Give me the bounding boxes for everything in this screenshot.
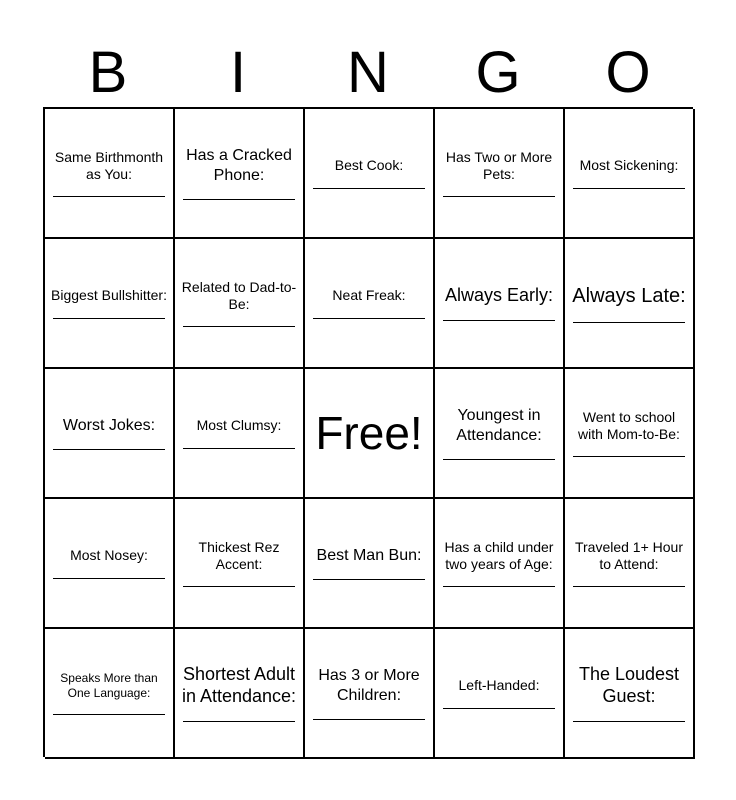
bingo-header <box>43 40 693 106</box>
answer-line <box>183 326 295 327</box>
cell-label: Shortest Adult in Attendance: <box>181 663 297 706</box>
header-letter-i: I <box>229 40 247 105</box>
answer-line <box>443 586 555 587</box>
header-letter-o: O <box>605 40 651 105</box>
bingo-cell[interactable] <box>565 239 695 369</box>
free-space-label: Free! <box>315 407 423 459</box>
bingo-cell[interactable] <box>565 369 695 499</box>
answer-line <box>313 188 425 189</box>
bingo-cell[interactable] <box>175 109 305 239</box>
bingo-cell[interactable] <box>45 499 175 629</box>
answer-line <box>53 449 165 450</box>
answer-line <box>53 714 165 715</box>
bingo-cell[interactable] <box>435 629 565 759</box>
header-letter-b: B <box>88 40 128 105</box>
answer-line <box>443 459 555 460</box>
cell-label: Has Two or More Pets: <box>445 148 553 182</box>
answer-line <box>183 448 295 449</box>
cell-label: Speaks More than One Language: <box>60 671 158 700</box>
answer-line <box>443 196 555 197</box>
answer-line <box>313 318 425 319</box>
bingo-cell[interactable] <box>565 499 695 629</box>
bingo-cell[interactable] <box>45 109 175 239</box>
answer-line <box>443 708 555 709</box>
answer-line <box>53 578 165 579</box>
bingo-board <box>43 107 693 757</box>
bingo-cell[interactable] <box>435 369 565 499</box>
bingo-cell[interactable] <box>305 629 435 759</box>
bingo-cell[interactable] <box>45 239 175 369</box>
answer-line <box>183 721 295 722</box>
cell-label: Thickest Rez Accent: <box>198 538 280 572</box>
header-letter-g: G <box>475 40 521 105</box>
cell-label: Always Late: <box>572 284 686 307</box>
cell-label: Most Sickening: <box>579 157 679 174</box>
cell-label: Biggest Bullshitter: <box>51 287 167 304</box>
answer-line <box>443 320 555 321</box>
answer-line <box>53 196 165 197</box>
cell-label: Most Clumsy: <box>196 417 282 434</box>
answer-line <box>53 318 165 319</box>
cell-label: Best Man Bun: <box>316 546 422 564</box>
cell-label: Has a child under two years of Age: <box>444 538 554 572</box>
cell-label: Neat Freak: <box>332 287 406 304</box>
cell-label: Worst Jokes: <box>62 416 156 434</box>
bingo-cell[interactable] <box>435 109 565 239</box>
free-space[interactable] <box>305 369 435 499</box>
cell-label: Most Nosey: <box>70 547 148 564</box>
bingo-cell[interactable] <box>435 499 565 629</box>
cell-label: Has 3 or More Children: <box>318 667 420 704</box>
bingo-cell[interactable] <box>45 629 175 759</box>
bingo-cell[interactable] <box>175 499 305 629</box>
cell-label: Always Early: <box>444 284 554 305</box>
cell-label: Same Birthmonth as You: <box>54 148 164 182</box>
bingo-cell[interactable] <box>305 499 435 629</box>
bingo-cell[interactable] <box>305 239 435 369</box>
answer-line <box>573 456 685 457</box>
cell-label: Youngest in Attendance: <box>456 407 542 444</box>
header-letter-n: N <box>347 40 389 105</box>
bingo-cell[interactable] <box>175 239 305 369</box>
cell-label: Left-Handed: <box>458 677 540 694</box>
bingo-cell[interactable] <box>175 629 305 759</box>
bingo-cell[interactable] <box>175 369 305 499</box>
answer-line <box>183 586 295 587</box>
answer-line <box>573 721 685 722</box>
answer-line <box>573 322 685 323</box>
bingo-cell[interactable] <box>565 109 695 239</box>
cell-label: Best Cook: <box>334 157 404 174</box>
answer-line <box>573 586 685 587</box>
bingo-cell[interactable] <box>565 629 695 759</box>
bingo-cell[interactable] <box>305 109 435 239</box>
answer-line <box>183 199 295 200</box>
bingo-cell[interactable] <box>45 369 175 499</box>
bingo-cell[interactable] <box>435 239 565 369</box>
answer-line <box>313 579 425 580</box>
cell-label: Has a Cracked Phone: <box>186 147 292 184</box>
answer-line <box>313 719 425 720</box>
cell-label: Related to Dad-to-Be: <box>181 278 297 312</box>
cell-label: The Loudest Guest: <box>578 663 680 706</box>
cell-label: Traveled 1+ Hour to Attend: <box>574 538 684 572</box>
cell-label: Went to school with Mom-to-Be: <box>578 408 680 442</box>
answer-line <box>573 188 685 189</box>
